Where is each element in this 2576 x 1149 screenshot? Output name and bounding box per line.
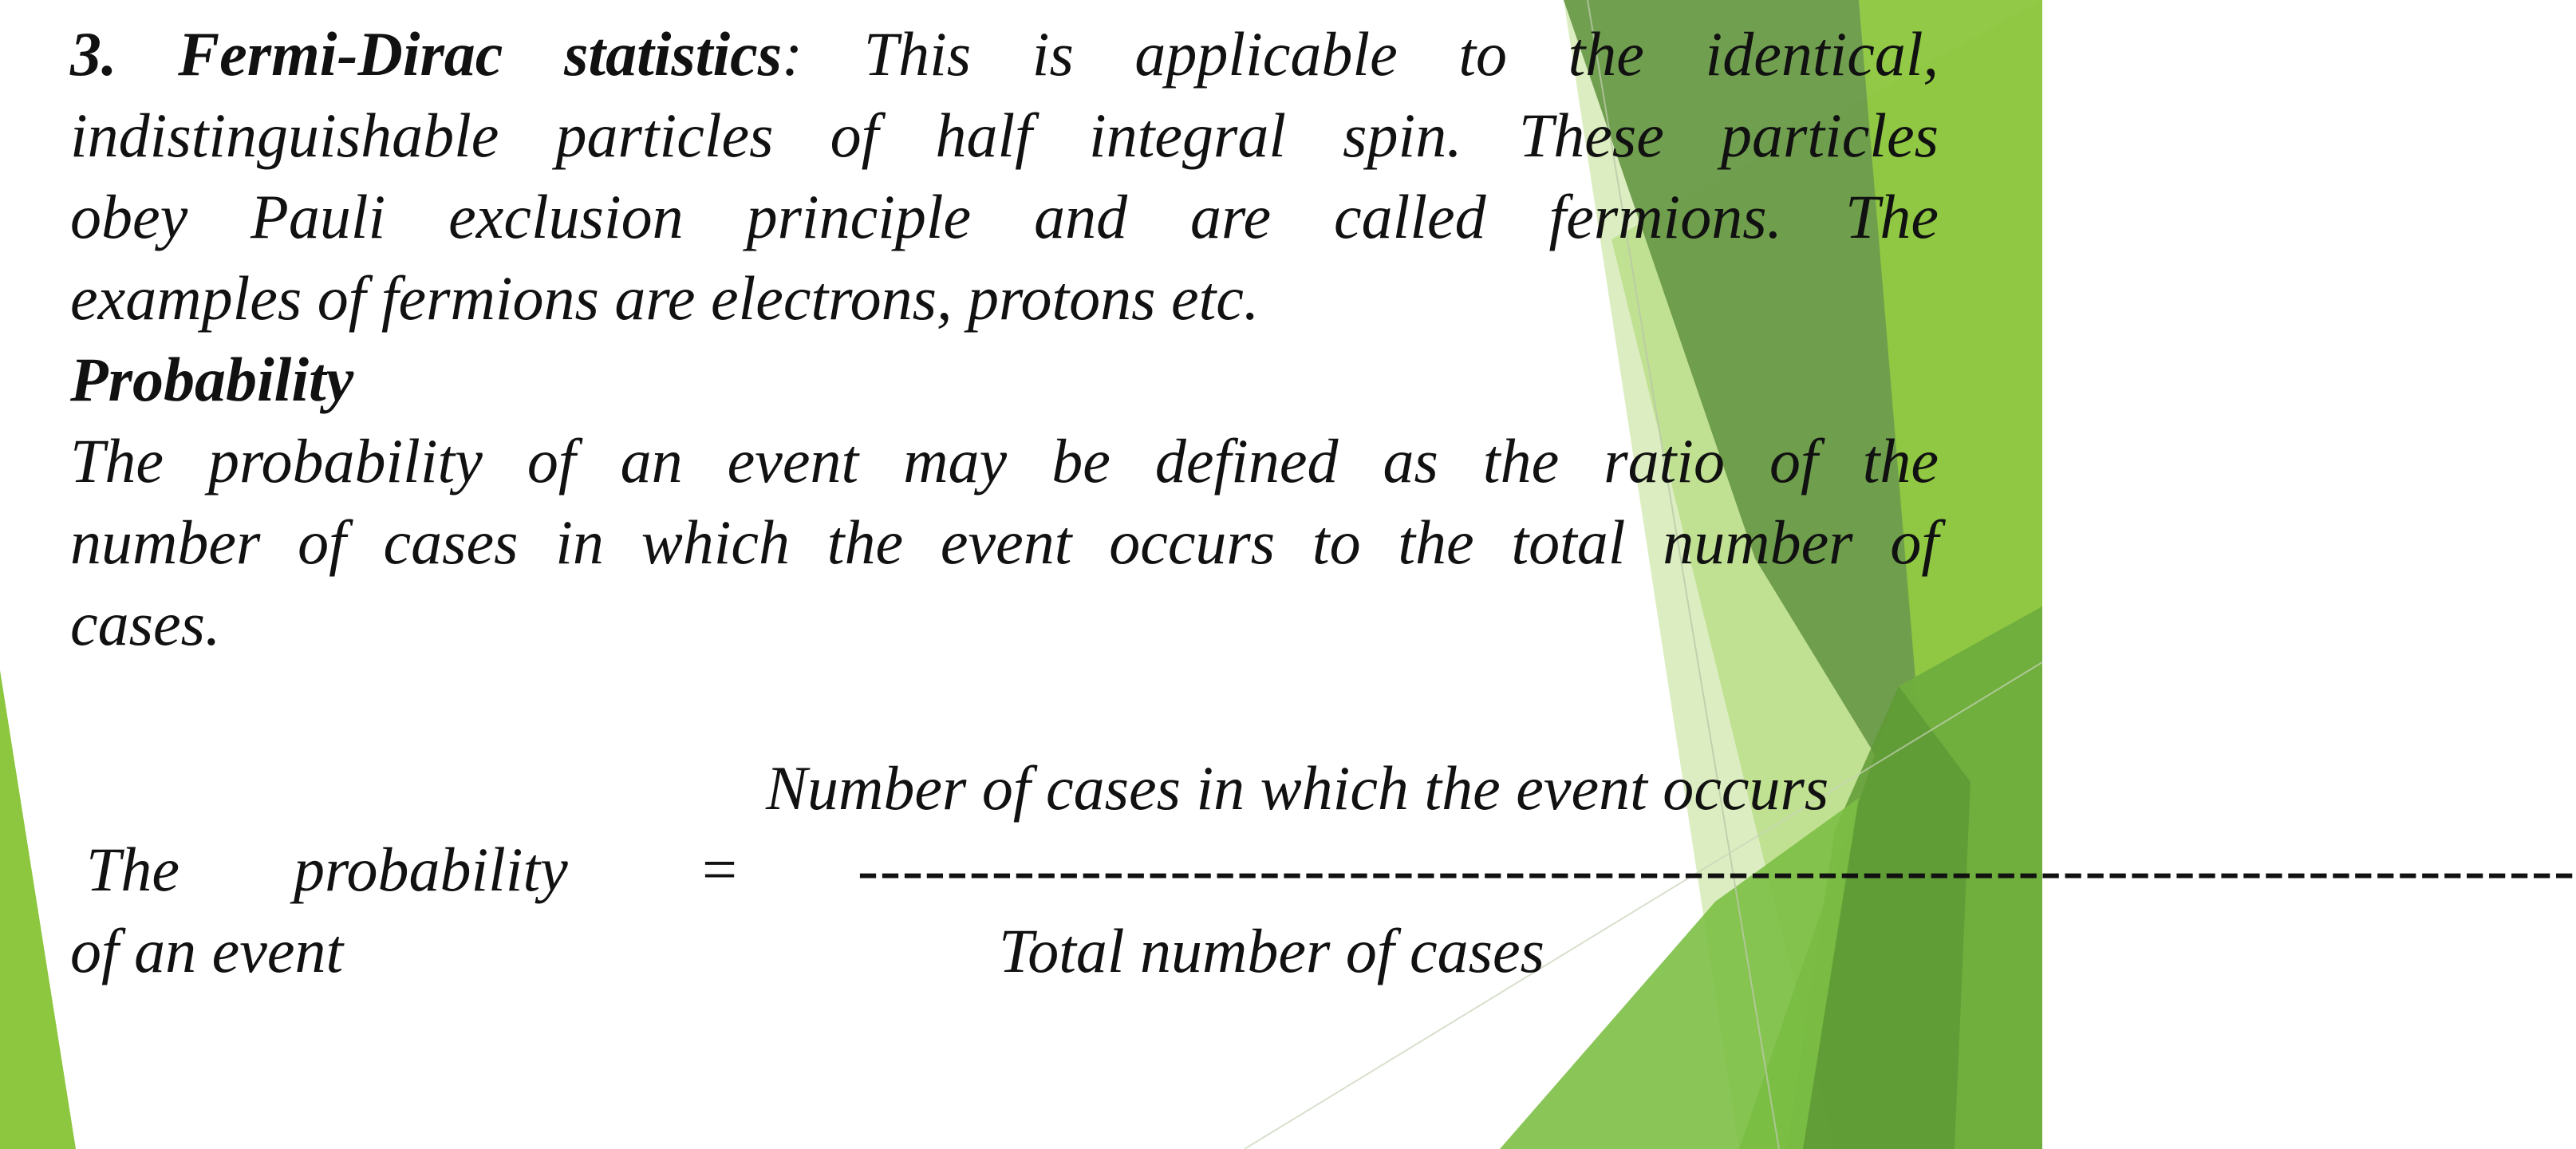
fermi-dirac-line-2: indistinguishable particles of half integral spin. These particles (70, 101, 1939, 170)
formula-lhs-the: The (86, 835, 179, 904)
probability-definition-line-1: The probability of an event may be defined as the ratio of the (70, 426, 1939, 496)
probability-definition-line-3: cases. (70, 589, 221, 658)
fermi-dirac-line-4: examples of fermions are electrons, protons etc. (70, 263, 1260, 333)
fermi-dirac-line-1 (70, 14, 1939, 94)
probability-heading: Probability (70, 345, 354, 414)
fermi-dirac-term: Fermi-Dirac statistics (178, 19, 783, 89)
item-number: 3. (70, 19, 117, 89)
fermi-dirac-line-1-rest: This is applicable to the identical, (803, 19, 1939, 89)
formula-lhs-of-an-event: of an event (70, 916, 344, 985)
fermi-dirac-line-3: obey Pauli exclusion principle and are called fermions. The (70, 182, 1939, 251)
probability-definition-line-2: number of cases in which the event occurs to the total number of (70, 507, 1939, 577)
formula-equals: = (702, 835, 737, 904)
formula-fraction-rule: ----------------------------------------------------------------------------- (858, 835, 2576, 904)
formula-denominator: Total number of cases (999, 916, 1544, 985)
formula-lhs-probability: probability (294, 835, 568, 904)
formula-numerator: Number of cases in which the event occurs (766, 753, 1829, 823)
term-colon: : (782, 19, 803, 89)
